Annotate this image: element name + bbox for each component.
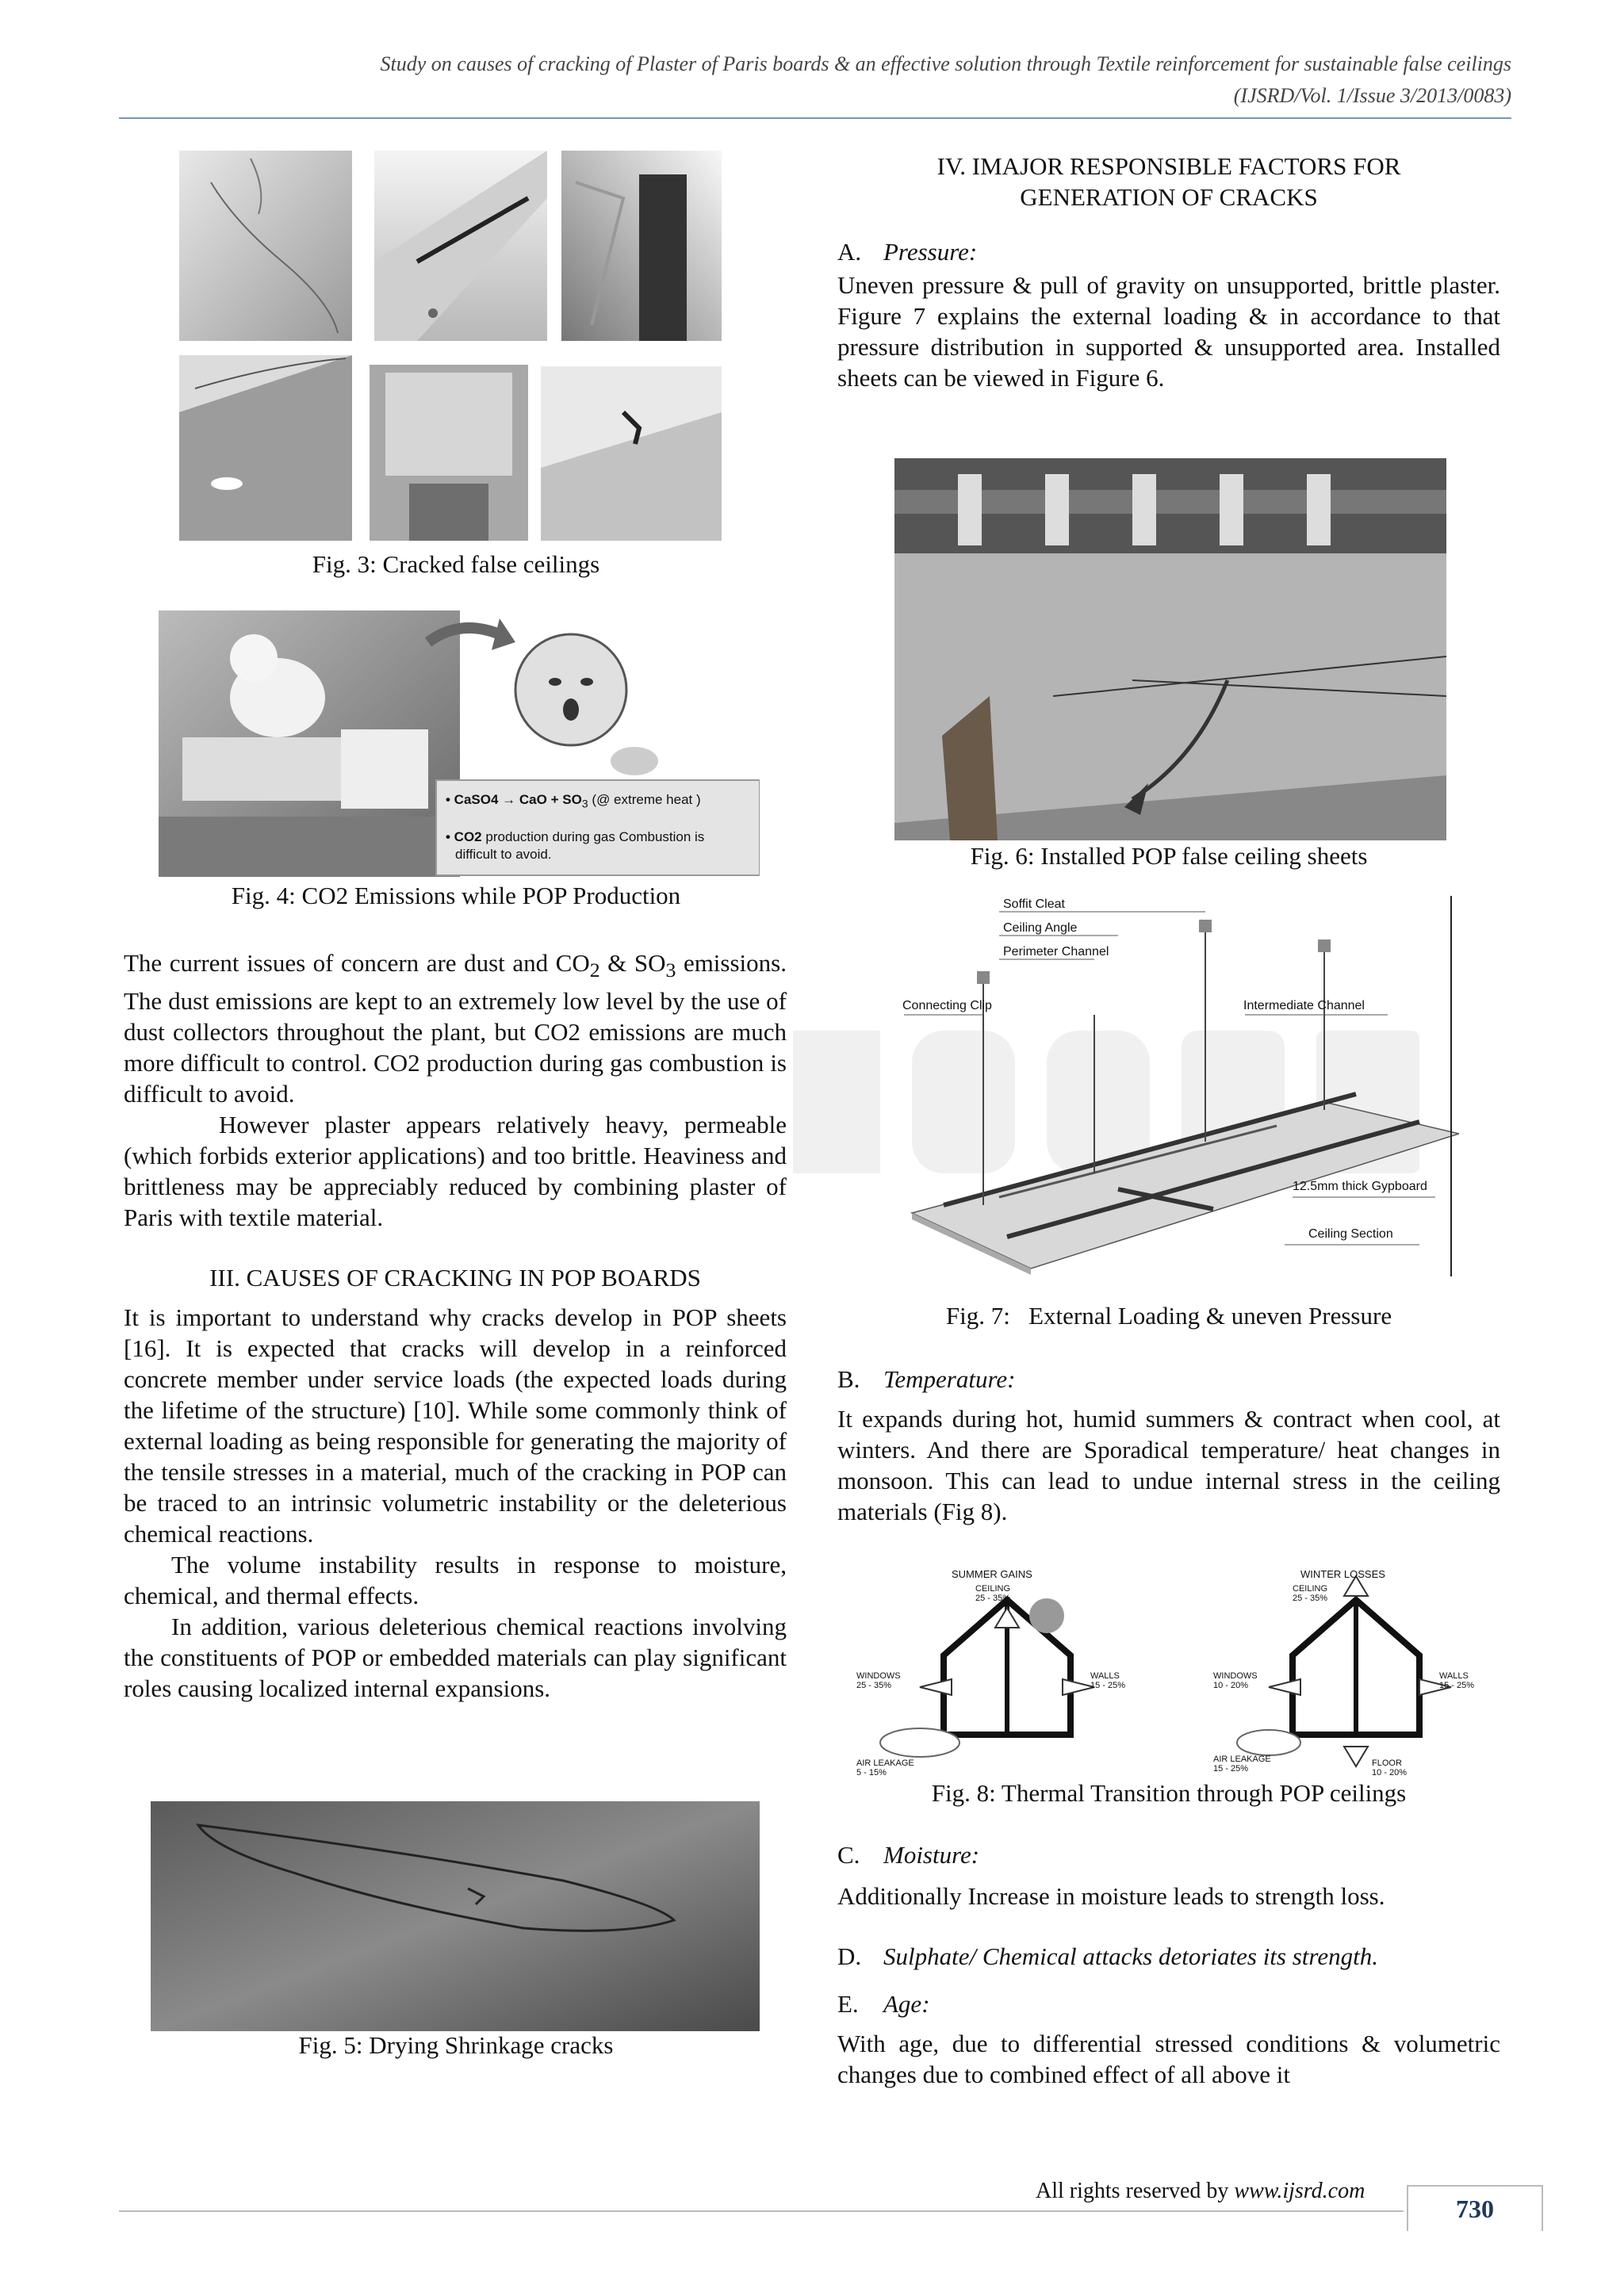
fig4-reaction-sub: 3: [581, 798, 588, 811]
fig7-label-perimeter: Perimeter Channel: [1003, 945, 1109, 959]
fig8-winter-air: AIR LEAKAGE 15 - 25%: [1213, 1755, 1271, 1774]
fig7-label-intermediate: Intermediate Channel: [1243, 999, 1365, 1012]
fig8-winter-walls: WALLS 15 - 25%: [1439, 1671, 1475, 1690]
section-4-heading-line-1: IV. IMAJOR RESPONSIBLE FACTORS FOR: [936, 152, 1401, 180]
subsection-c-title: Moisture:: [883, 1841, 980, 1869]
figure-6-caption: Fig. 6: Installed POP false ceiling sheets: [970, 842, 1368, 870]
fig8-summer-air: AIR LEAKAGE 5 - 15%: [856, 1758, 914, 1777]
fig8-summer-label: SUMMER GAINS: [952, 1568, 1032, 1580]
fig8-summer-windows: WINDOWS 25 - 35%: [856, 1671, 901, 1690]
figure-7-caption: Fig. 7: External Loading & uneven Pressure: [945, 1302, 1392, 1330]
subsection-b-heading: [837, 1365, 1015, 1394]
fig7-label-clip: Connecting Clip: [902, 999, 992, 1012]
subsection-a-text: Uneven pressure & pull of gravity on unsupported, brittle plaster. Figure 7 explains the external loading & in accordance to that pressure distribution in supported & unsupported area. Installed sheets can be viewed in Figure 6.: [837, 271, 1500, 392]
figure-5-image: [151, 1801, 760, 2031]
subsection-d-heading: [837, 1942, 1378, 1971]
subsection-d-label: D.: [837, 1942, 862, 1970]
left-paragraph-3: It is important to understand why cracks develop in POP sheets [16]. It is expected that cracks will develop in a reinforced concrete member under service loads (the expected loads during the lifetime of the structure) [10]. While some commonly think of external loading as being responsible for generating the majority of the tensile stresses in a material, much of the cracking in POP can be traced to an intrinsic volumetric instability or the deleterious chemical reactions.: [124, 1303, 787, 1548]
fig4-co2-cont: difficult to avoid.: [455, 847, 552, 863]
subsection-e-text: With age, due to differential stressed conditions & volumetric changes due to combined effect of all above it: [837, 2030, 1500, 2088]
figure-8-diagram: [848, 1560, 1483, 1782]
section-4-heading-line-2: GENERATION OF CRACKS: [1020, 183, 1318, 211]
fig7-label-section: Ceiling Section: [1308, 1227, 1393, 1241]
figure-4-image: [159, 610, 760, 877]
figure-3-caption: Fig. 3: Cracked false ceilings: [312, 550, 600, 578]
fig8-summer-ceiling: CEILING 25 - 35%: [975, 1584, 1011, 1603]
subsection-a-title: Pressure:: [883, 238, 978, 266]
fig4-reaction-arrow: →: [502, 792, 516, 807]
fig8-winter-windows: WINDOWS 10 - 20%: [1213, 1671, 1258, 1690]
subsection-e-label: E.: [837, 1990, 859, 2018]
left-paragraph-5: In addition, various deleterious chemical reactions involving the constituents of POP or embedded materials can play significant roles causing localized internal expansions.: [124, 1613, 787, 1702]
journal-volume: (IJSRD/Vol. 1/Issue 3/2013/0083): [1233, 84, 1511, 107]
figure-8-caption: Fig. 8: Thermal Transition through POP ceilings: [931, 1779, 1407, 1807]
fig7-label-angle: Ceiling Angle: [1003, 921, 1078, 935]
subsection-b-title: Temperature:: [883, 1365, 1016, 1393]
fig8-winter-label: WINTER LOSSES: [1300, 1568, 1385, 1580]
fig4-reaction-note: (@ extreme heat ): [592, 792, 701, 807]
footer-site-link[interactable]: www.ijsrd.com: [1234, 2179, 1365, 2203]
subsection-b-text: It expands during hot, humid summers & contract when cool, at winters. And there are Sporadical temperature/ heat changes in monsoon. This can lead to undue internal stress in the ceiling materials (Fig 8).: [837, 1405, 1500, 1525]
footer-rule: [119, 2210, 1404, 2212]
fig7-label-gypboard: 12.5mm thick Gypboard: [1293, 1180, 1427, 1193]
running-title: Study on causes of cracking of Plaster of Paris boards & an effective solution through Textile reinforcement for sustainable false ceilings: [380, 52, 1511, 75]
subsection-a-label: A.: [837, 238, 862, 266]
subsection-c-label: C.: [837, 1841, 860, 1869]
subsection-c-text: Additionally Increase in moisture leads to strength loss.: [837, 1882, 1385, 1910]
fig7-label-soffit: Soffit Cleat: [1003, 897, 1065, 911]
fig4-reaction-rhs: CaO + SO: [519, 792, 582, 807]
subsection-c-heading: [837, 1841, 979, 1869]
footer-rights: All rights reserved by www.ijsrd.com: [1036, 2179, 1365, 2203]
fig8-winter-ceiling: CEILING 25 - 35%: [1293, 1584, 1328, 1603]
subsection-b-label: B.: [837, 1365, 860, 1393]
figure-3-image: [179, 151, 722, 541]
page-number: 730: [1407, 2185, 1543, 2231]
left-section-3-body: [124, 1302, 787, 1704]
figure-4-caption: Fig. 4: CO2 Emissions while POP Production: [231, 882, 681, 909]
section-4-heading: [837, 151, 1500, 212]
figure-5-caption: Fig. 5: Drying Shrinkage cracks: [298, 2031, 614, 2059]
fig4-reaction-lhs: • CaSO4: [446, 792, 499, 807]
fig4-co2-lead: • CO2: [446, 829, 482, 845]
fig4-co2-text: production during gas Combustion is: [485, 829, 705, 845]
subsection-d-title: Sulphate/ Chemical attacks detoriates its strength.: [883, 1942, 1378, 1970]
left-paragraph-2: However plaster appears relatively heavy, permeable (which forbids exterior applications) and too brittle. Heaviness and brittleness may be appreciably reduced by combining plaster of Paris with textile material.: [124, 1111, 787, 1232]
section-3-heading: III. CAUSES OF CRACKING IN POP BOARDS: [209, 1264, 701, 1292]
subsection-e-title: Age:: [883, 1990, 930, 2018]
subsection-a-heading: [837, 238, 977, 266]
subsection-e-heading: [837, 1990, 930, 2019]
header-rule: [119, 117, 1511, 119]
left-paragraph-1: The current issues of concern are dust and $CO_2$ & $SO_3$ emissions. The dust emissions are kept to an extremely low level by the use of dust collectors throughout the plant, but CO2 emissions are much more difficult to control. CO2 production during gas combustion is difficult to avoid. However plaster appears relatively heavy, permeable (which forbids exterior applications) and too brittle. Heaviness and brittleness may be appreciably reduced by combining plaster of Paris with textile material.: [124, 949, 787, 1232]
fig8-summer-walls: WALLS 15 - 25%: [1090, 1671, 1126, 1690]
figure-6-image: [894, 458, 1446, 840]
left-paragraph-4: The volume instability results in response to moisture, chemical, and thermal effects.: [124, 1551, 787, 1609]
fig8-winter-floor: FLOOR 10 - 20%: [1372, 1758, 1408, 1777]
figure-7-diagram: [880, 896, 1459, 1276]
